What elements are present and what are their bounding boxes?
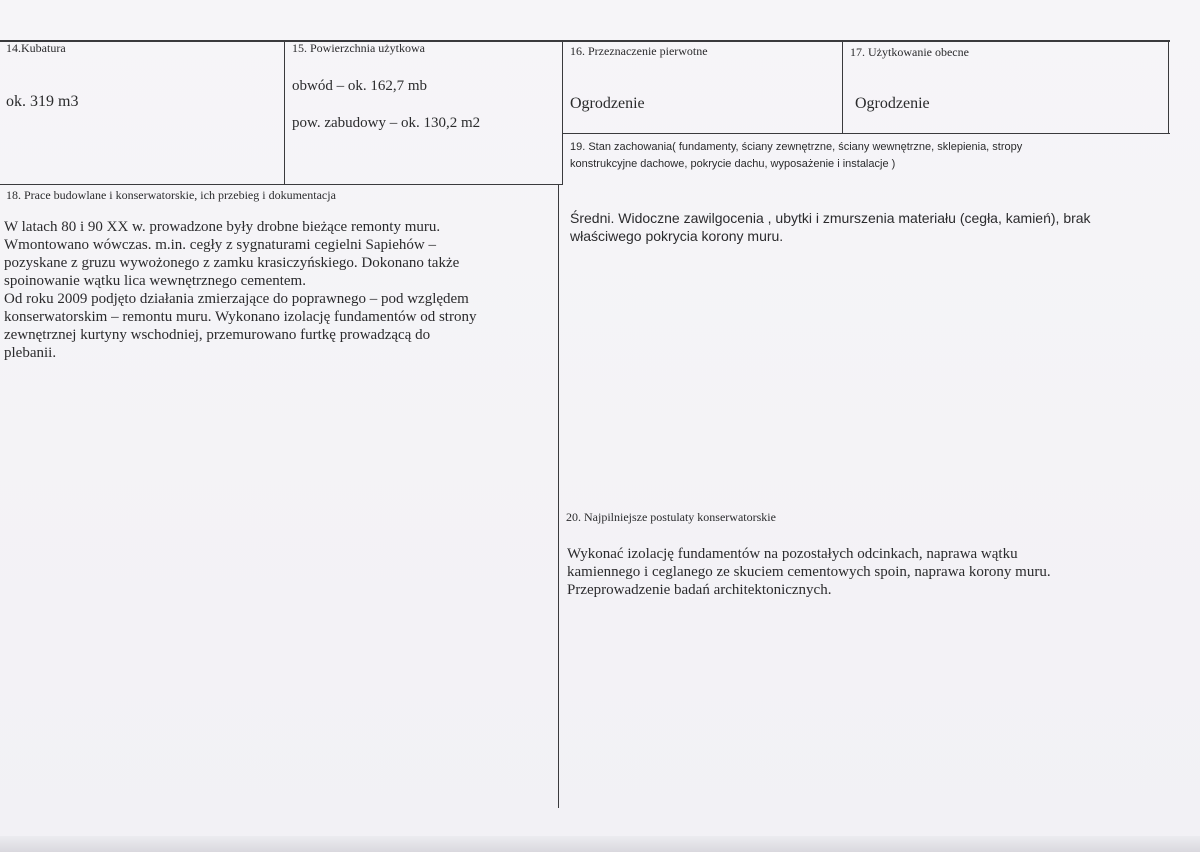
field-15-built-area: pow. zabudowy – ok. 130,2 m2	[292, 115, 481, 131]
field-16-value: Ogrodzenie	[570, 95, 645, 112]
right-border-top	[1168, 40, 1169, 133]
divider-row-14-18	[0, 184, 563, 185]
scan-bottom-edge	[0, 836, 1200, 852]
top-border-line	[0, 40, 1170, 42]
field-17-label: 17. Użytkowanie obecne	[850, 45, 969, 59]
field-17-value: Ogrodzenie	[855, 95, 930, 112]
field-14-label: 14.Kubatura	[6, 41, 66, 55]
divider-col-16-17	[842, 42, 843, 133]
field-15-perimeter: obwód – ok. 162,7 mb	[292, 78, 427, 94]
field-20-label: 20. Najpilniejsze postulaty konserwatorskie	[566, 510, 776, 524]
field-19-text: Średni. Widoczne zawilgocenia , ubytki i zmurszenia materiału (cegła, kamień), brak właściwego pokrycia korony muru.	[570, 210, 1091, 244]
field-15-label: 15. Powierzchnia użytkowa	[292, 41, 425, 55]
field-16-label: 16. Przeznaczenie pierwotne	[570, 44, 708, 58]
divider-col-14-15	[284, 40, 285, 184]
divider-col-18-19	[558, 184, 559, 808]
field-18-label: 18. Prace budowlane i konserwatorskie, ich przebieg i dokumentacja	[6, 188, 336, 202]
divider-col-15-16	[562, 40, 563, 185]
field-20-text: Wykonać izolację fundamentów na pozostałych odcinkach, naprawa wątku kamiennego i ceglanego ze skuciem cementowych spoin, naprawa korony muru. Przeprowadzenie badań architektonicznych.	[567, 546, 1051, 598]
field-19-label: 19. Stan zachowania( fundamenty, ściany zewnętrzne, ściany wewnętrzne, sklepienia, stropy konstrukcyjne dachowe, pokrycie dachu, wyposażenie i instalacje )	[570, 141, 1023, 170]
divider-row-16-19	[562, 133, 1170, 134]
field-18-text: W latach 80 i 90 XX w. prowadzone były drobne bieżące remonty muru. Wmontowano wówczas. m.in. cegły z sygnaturami cegielni Sapiehów – pozyskane z gruzu wywożonego z zamku krasiczyńskiego. Dokonano także spoinowanie wątku lica wewnętrznego cementem. Od roku 2009 podjęto działania zmierzające do poprawnego – pod względem konserwatorskim – remontu muru. Wykonano izolację fundamentów od strony zewnętrznej kurtyny wschodniej, przemurowano furtkę prowadzącą do plebanii.	[4, 219, 477, 361]
field-14-value: ok. 319 m3	[6, 93, 79, 110]
